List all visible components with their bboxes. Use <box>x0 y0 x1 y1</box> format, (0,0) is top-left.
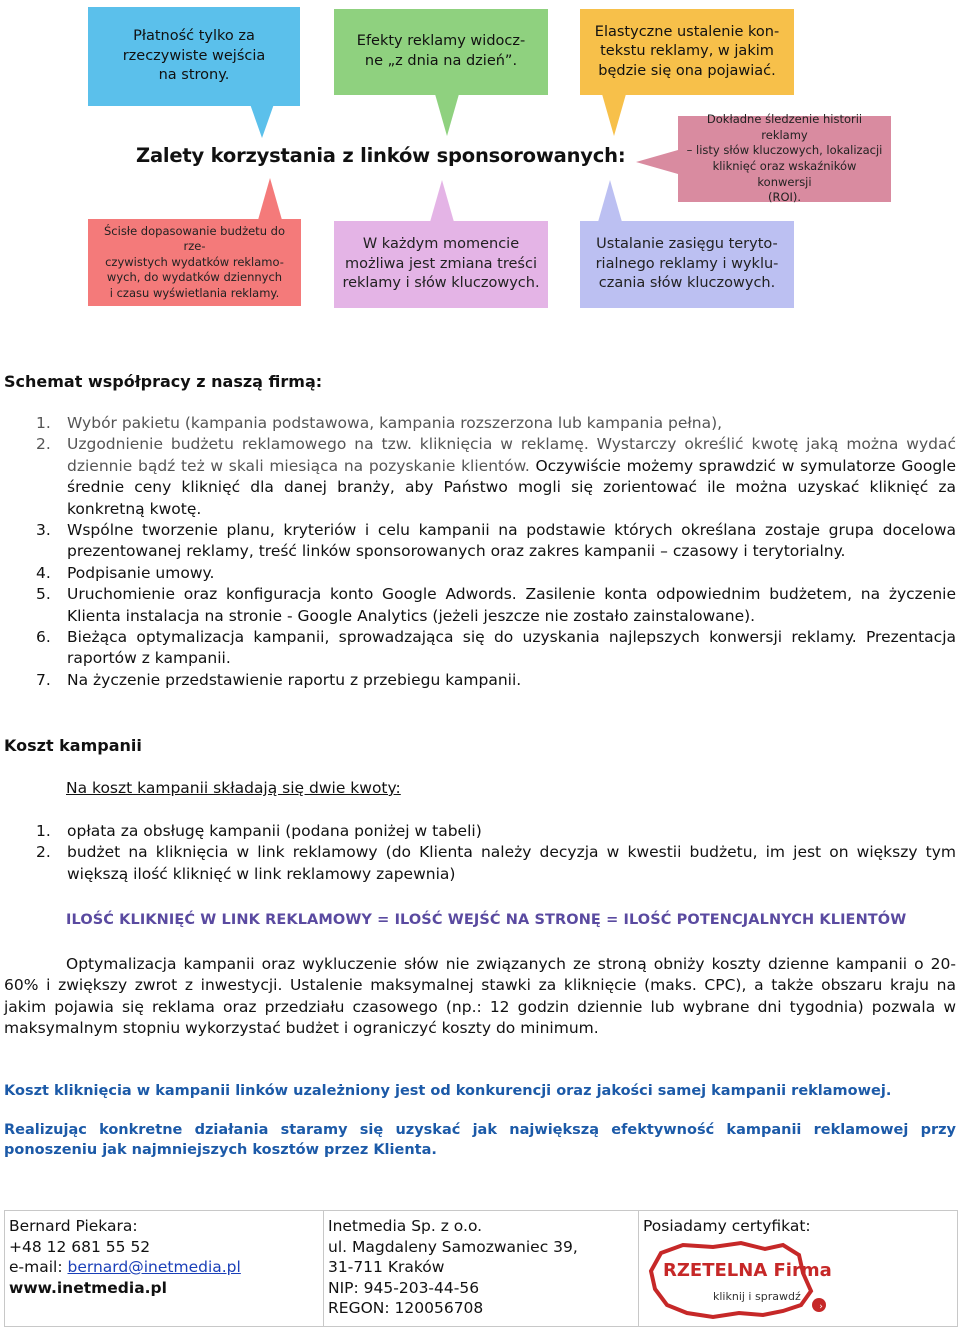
list-item: 1. opłata za obsługę kampanii (podana poniżej w tabeli) <box>36 822 482 840</box>
list-item: 5. Uruchomienie oraz konfiguracja konto Google Adwords. Zasilenie konta odpowiednim budżetem, na życzenie Klienta instalacja na stronie - Google Analytics (jeżeli jeszcze nie zostało zainstalowane). <box>36 585 956 625</box>
bubble-context: Elastyczne ustalenie kon- tekstu reklamy, w jakim będzie się ona pojawiać. <box>580 9 794 95</box>
contact-email-row: e-mail: bernard@inetmedia.pl <box>9 1258 241 1276</box>
rzetelna-firma-logo[interactable] <box>643 1239 838 1321</box>
list-item: 2. Uzgodnienie budżetu reklamowego na tzw. kliknięcia w reklamę. Wystarczy określić kwotę jaką można wydać dziennie bądź też w skali miesiąca na pozyskanie klientów. Oczywiście możemy sprawdzić w symulatorze Google średnie ceny kliknięć dla danej branży, aby Państwo mogli się zorientować ile można uzyskać kliknięć za konkretną kwotę. <box>36 435 956 518</box>
schemat-title: Schemat współpracy z naszą firmą: <box>4 372 323 391</box>
bubble-tail <box>602 94 626 136</box>
bubble-tail <box>258 178 282 220</box>
contact-name: Bernard Piekara: <box>9 1217 138 1235</box>
company-regon: REGON: 120056708 <box>328 1299 484 1317</box>
contact-phone: +48 12 681 55 52 <box>9 1237 151 1256</box>
list-item: 1. Wybór pakietu (kampania podstawowa, kampania rozszerzona lub kampania pełna), <box>36 414 723 432</box>
bubble-change: W każdym momencie możliwa jest zmiana treści reklamy i słów kluczowych. <box>334 221 548 308</box>
optimization-paragraph: Optymalizacja kampanii oraz wykluczenie słów nie związanych ze stroną obniży koszty dzienne kampanii o 20-60% i zwiększy zwrot z inwestycji. Ustalenie maksymalnej stawki za kliknięcie (maks. CPC), a także obszaru kraju na jakim pojawia się reklama oraz przedziału czasowego (np.: 12 godzin dziennie lub wybrane dni tygodnia) pozwala w maksymalnym stopniu wykorzystać budżet i ograniczyć koszty do minimum. <box>4 955 956 1038</box>
infographic-headline: Zalety korzystania z linków sponsorowanych: <box>136 144 626 167</box>
company-street: ul. Magdaleny Samozwaniec 39, <box>328 1237 578 1256</box>
website-link[interactable]: www.inetmedia.pl <box>9 1278 167 1297</box>
bubble-tail <box>598 180 622 222</box>
bubble-tracking: Dokładne śledzenie historii reklamy – listy słów kluczowych, lokalizacji kliknięć oraz wskaźników konwersji (ROI). <box>678 116 891 202</box>
clicks-equation: ILOŚĆ KLIKNIĘĆ W LINK REKLAMOWY = ILOŚĆ WEJŚĆ NA STRONĘ = ILOŚĆ POTENCJALNYCH KLIENTÓW <box>66 912 907 928</box>
cert-cell <box>639 1211 958 1327</box>
bubble-effects: Efekty reklamy widocz- ne „z dnia na dzień”. <box>334 9 548 95</box>
bubble-tail <box>636 150 678 174</box>
cert-label: Posiadamy certyfikat: <box>643 1217 811 1235</box>
list-item: 4. Podpisanie umowy. <box>36 563 215 582</box>
bubble-tail <box>430 180 454 222</box>
company-name: Inetmedia Sp. z o.o. <box>328 1217 483 1235</box>
koszt-title: Koszt kampanii <box>4 736 142 755</box>
logo-text: RZETELNA Firma <box>663 1259 832 1281</box>
contact-table <box>4 1210 958 1327</box>
list-item: 6. Bieżąca optymalizacja kampanii, sprowadzająca się do uzyskania najlepszych konwersji reklamy. Prezentacja raportów z kampanii. <box>36 628 956 668</box>
bubble-payment: Płatność tylko za rzeczywiste wejścia na strony. <box>88 7 300 106</box>
list-item: 7. Na życzenie przedstawienie raportu z przebiegu kampanii. <box>36 670 522 689</box>
bubble-tail <box>435 94 459 136</box>
list-item: 2. budżet na kliknięcia w link reklamowy (do Klienta należy decyzja w kwestii budżetu, im jest on większy tym większą ilość kliknięć w link reklamowy zapewnia) <box>36 843 956 883</box>
efficiency-note: Realizując konkretne działania staramy się uzyskać jak największą efektywność kampanii reklamowej przy ponoszeniu jak najmniejszych kosztów przez Klienta. <box>4 1122 956 1158</box>
list-item: 3. Wspólne tworzenie planu, kryteriów i celu kampanii na podstawie których określana zostaje grupa docelowa prezentowanej reklamy, treść linków sponsorowanych oraz zakres kampanii – czasowy i terytorialny. <box>36 521 956 561</box>
svg-text:›: › <box>819 1301 823 1312</box>
company-cell <box>324 1211 639 1327</box>
contact-cell <box>5 1211 324 1327</box>
logo-subtext: kliknij i sprawdź <box>713 1289 801 1303</box>
email-link[interactable]: bernard@inetmedia.pl <box>67 1258 241 1276</box>
koszt-subtitle: Na koszt kampanii składają się dwie kwoty: <box>66 779 401 797</box>
koszt-items <box>4 821 956 885</box>
cost-note: Koszt kliknięcia w kampanii linków uzależniony jest od konkurencji oraz jakości samej kampanii reklamowej. <box>4 1083 892 1099</box>
company-city: 31-711 Kraków <box>328 1258 445 1276</box>
bubble-tail <box>250 104 274 138</box>
schemat-steps <box>4 413 956 691</box>
bubble-budget: Ścisłe dopasowanie budżetu do rze- czywistych wydatków reklamo- wych, do wydatków dziennych i czasu wyświetlania reklamy. <box>88 219 301 306</box>
company-nip: NIP: 945-203-44-56 <box>328 1278 480 1297</box>
bubble-territory: Ustalanie zasięgu teryto- rialnego reklamy i wyklu- czania słów kluczowych. <box>580 221 794 308</box>
